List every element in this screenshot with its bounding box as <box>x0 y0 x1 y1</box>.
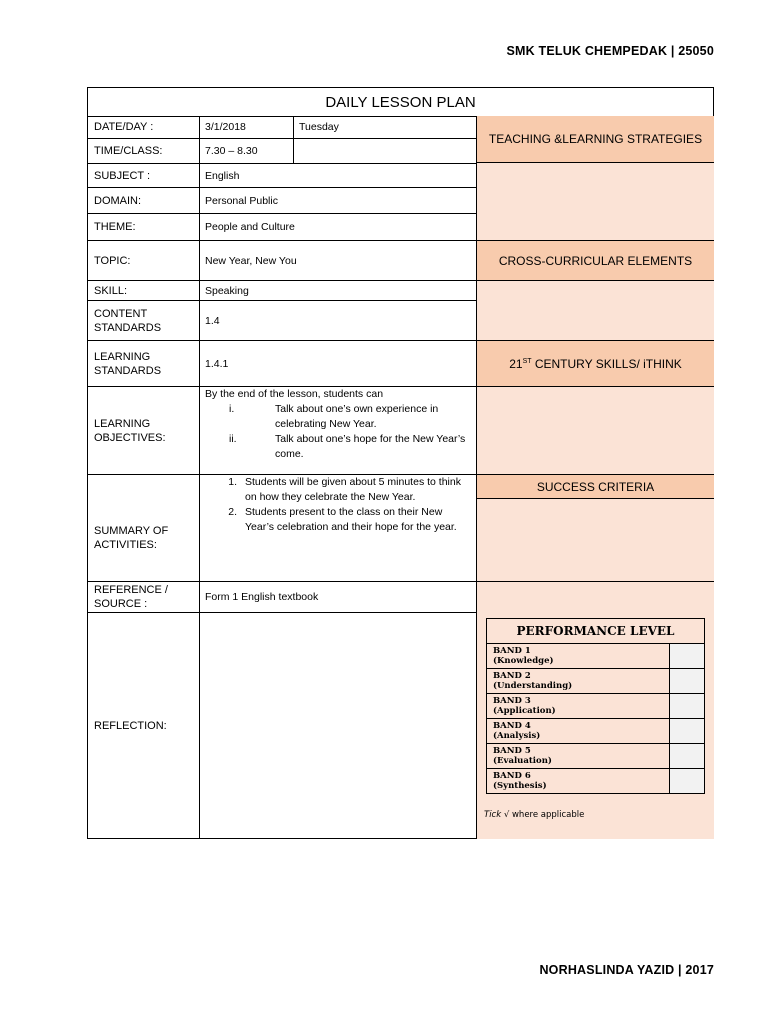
band-label <box>487 769 670 793</box>
reference-value[interactable]: Form 1 English textbook <box>199 582 476 613</box>
objective-text: Talk about one’s own experience in celebrating New Year. <box>275 403 439 430</box>
activity-item <box>199 505 476 535</box>
activity-text: Students present to the class on their New Year’s celebration and their hope for the year. <box>245 506 457 533</box>
objective-item <box>205 432 470 462</box>
topic-value[interactable]: New Year, New You <box>199 241 476 281</box>
skill-label: SKILL: <box>88 281 199 301</box>
reference-line1: REFERENCE / <box>94 584 168 596</box>
band-name: BAND 6 <box>493 771 531 781</box>
objectives-line2: OBJECTIVES: <box>94 431 166 444</box>
teaching-strategies-label: TEACHING &LEARNING STRATEGIES <box>488 132 703 146</box>
band-tick-box[interactable] <box>670 669 704 693</box>
theme-label: THEME: <box>88 214 199 241</box>
objective-text: Talk about one’s hope for the New Year’s come. <box>275 433 466 460</box>
band-name: BAND 3 <box>493 696 531 706</box>
skills-prefix: 21 <box>509 356 523 371</box>
success-criteria-area[interactable] <box>476 499 714 582</box>
band-label <box>487 744 670 768</box>
century-skills-label <box>509 357 682 371</box>
teaching-strategies-header <box>476 116 714 163</box>
band-desc: (Understanding) <box>493 681 573 691</box>
century-skills-header <box>476 341 714 387</box>
band-tick-box[interactable] <box>670 644 704 668</box>
objectives-line1: LEARNING <box>94 417 151 430</box>
summary-activities-content[interactable] <box>199 475 476 582</box>
cross-curricular-area[interactable] <box>476 281 714 341</box>
performance-level-title: PERFORMANCE LEVEL <box>487 619 704 644</box>
lesson-plan-table <box>87 87 714 839</box>
summary-activities-label <box>88 475 199 582</box>
domain-label: DOMAIN: <box>88 188 199 214</box>
subject-label: SUBJECT : <box>88 164 199 188</box>
century-skills-area[interactable] <box>476 387 714 475</box>
date-label: DATE/DAY : <box>88 116 199 139</box>
band-desc: (Analysis) <box>493 731 541 741</box>
band-row <box>487 744 704 769</box>
band-tick-box[interactable] <box>670 694 704 718</box>
band-row <box>487 644 704 669</box>
objectives-intro: By the end of the lesson, students can <box>205 388 384 400</box>
band-name: BAND 1 <box>493 646 531 656</box>
teaching-strategies-area[interactable] <box>476 163 714 241</box>
band-label <box>487 694 670 718</box>
band-row <box>487 769 704 793</box>
summary-line1: SUMMARY OF <box>94 525 169 537</box>
learning-objectives-label <box>88 387 199 475</box>
band-name: BAND 4 <box>493 721 531 731</box>
time-label: TIME/CLASS: <box>88 139 199 164</box>
skill-value[interactable]: Speaking <box>199 281 476 301</box>
content-label-line1: CONTENT <box>94 307 148 320</box>
band-name: BAND 5 <box>493 746 531 756</box>
time-value[interactable]: 7.30 – 8.30 <box>199 139 293 164</box>
cross-curricular-label: CROSS-CURRICULAR ELEMENTS <box>498 253 693 268</box>
school-header: SMK TELUK CHEMPEDAK | 25050 <box>506 44 714 58</box>
band-tick-box[interactable] <box>670 744 704 768</box>
topic-label: TOPIC: <box>88 241 199 281</box>
activity-item <box>199 475 476 505</box>
content-label-line2: STANDARDS <box>94 321 162 334</box>
cross-curricular-header <box>476 241 714 281</box>
band-row <box>487 719 704 744</box>
reflection-label: REFLECTION: <box>94 720 167 732</box>
band-row <box>487 694 704 719</box>
band-label <box>487 669 670 693</box>
domain-value[interactable]: Personal Public <box>199 188 476 214</box>
learning-std-line1: LEARNING <box>94 350 151 363</box>
band-desc: (Knowledge) <box>493 656 554 666</box>
class-value[interactable] <box>293 139 476 164</box>
day-value[interactable]: Tuesday <box>293 116 476 139</box>
success-criteria-header <box>476 475 714 499</box>
reference-label <box>88 582 199 613</box>
tick-note-rest: √ where applicable <box>501 810 585 820</box>
subject-value[interactable]: English <box>199 164 476 188</box>
band-label <box>487 644 670 668</box>
content-standards-label <box>88 301 199 341</box>
success-criteria-label: SUCCESS CRITERIA <box>536 479 655 494</box>
performance-level-table <box>486 618 705 794</box>
band-desc: (Application) <box>493 706 556 716</box>
theme-value[interactable]: People and Culture <box>199 214 476 241</box>
date-value[interactable]: 3/1/2018 <box>199 116 293 139</box>
learning-standards-label <box>88 341 199 387</box>
skills-sup: ST <box>522 357 532 365</box>
objective-item <box>205 402 470 432</box>
summary-line2: ACTIVITIES: <box>94 539 157 551</box>
objective-number: ii. <box>229 433 237 445</box>
objective-number: i. <box>229 403 235 415</box>
activity-number: 1. <box>228 476 237 488</box>
band-tick-box[interactable] <box>670 719 704 743</box>
band-desc: (Evaluation) <box>493 756 552 766</box>
activity-text: Students will be given about 5 minutes to think on how they celebrate the New Year. <box>245 476 461 503</box>
skills-suffix: CENTURY SKILLS/ iTHINK <box>531 356 682 371</box>
learning-standards-value[interactable]: 1.4.1 <box>199 341 476 387</box>
learning-std-line2: STANDARDS <box>94 364 162 377</box>
author-footer: NORHASLINDA YAZID | 2017 <box>539 963 714 977</box>
content-standards-value[interactable]: 1.4 <box>199 301 476 341</box>
reference-line2: SOURCE : <box>94 598 148 610</box>
band-label <box>487 719 670 743</box>
tick-note <box>484 810 584 820</box>
reflection-area[interactable] <box>199 613 476 839</box>
tick-note-italic: Tick <box>484 810 502 820</box>
activity-number: 2. <box>228 506 237 518</box>
band-desc: (Synthesis) <box>493 781 547 791</box>
band-tick-box[interactable] <box>670 769 704 793</box>
page-title: DAILY LESSON PLAN <box>88 88 713 117</box>
band-name: BAND 2 <box>493 671 531 681</box>
band-row <box>487 669 704 694</box>
learning-objectives-content[interactable] <box>199 387 476 475</box>
